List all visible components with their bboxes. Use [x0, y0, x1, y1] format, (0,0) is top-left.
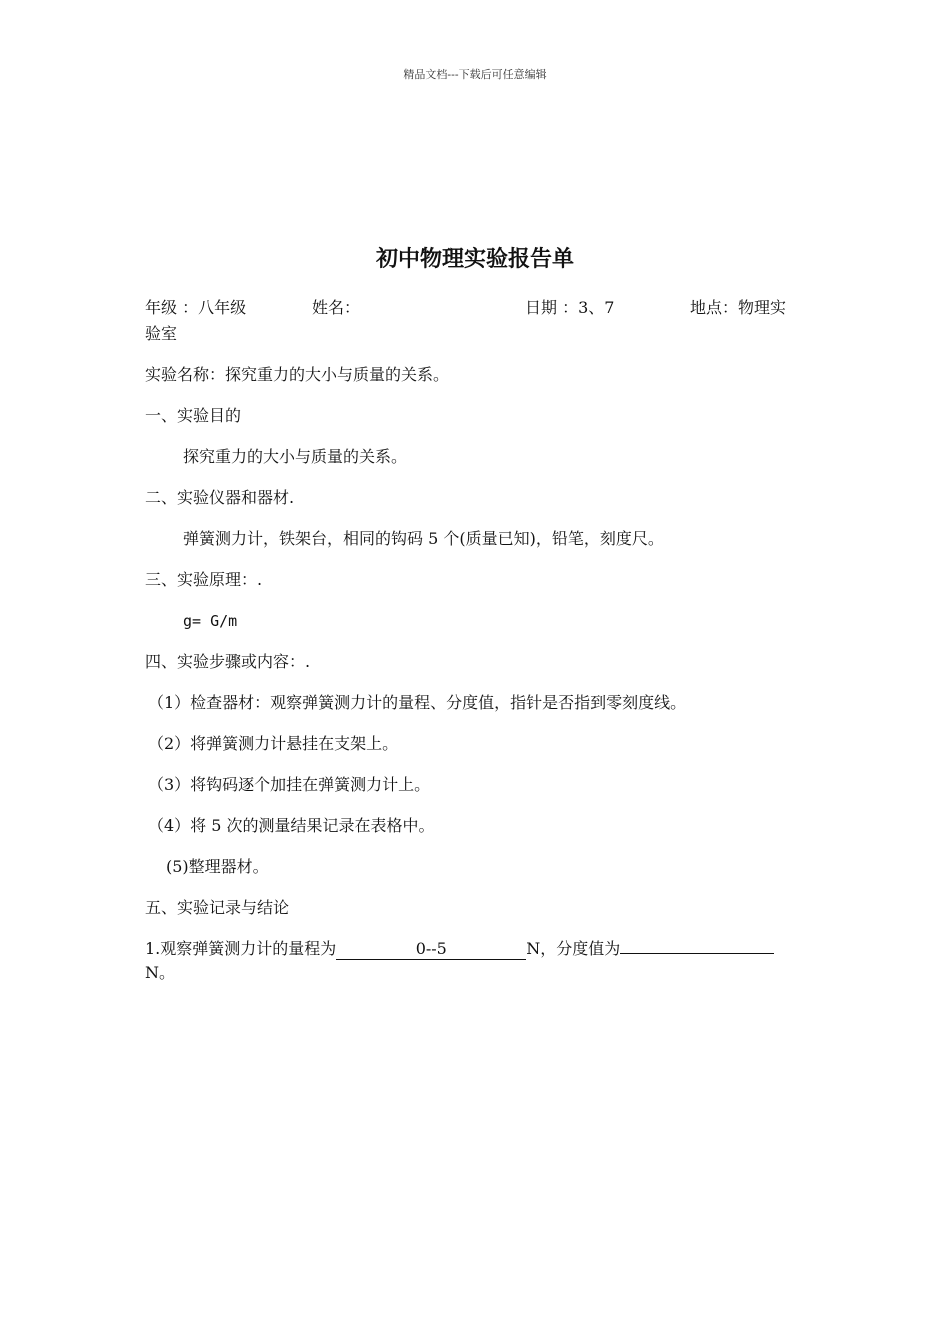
division-answer-field[interactable] [620, 953, 774, 954]
step-item: （4）将 5 次的测量结果记录在表格中。 [148, 816, 435, 835]
question-1-prefix: 1.观察弹簧测力计的量程为 [145, 939, 337, 958]
section-2-title: 二、实验仪器和器材. [145, 488, 295, 507]
info-row [145, 296, 825, 320]
section-3-title: 三、实验原理：. [145, 570, 263, 589]
date-label: 日期 ：3、7 [525, 298, 615, 317]
question-1 [145, 937, 774, 961]
question-1-mid: N，分度值为 [526, 939, 621, 958]
place-label-continued: 验室 [145, 324, 178, 343]
step-item: （1）检查器材：观察弹簧测力计的量程、分度值，指针是否指到零刻度线。 [148, 693, 687, 712]
name-label: 姓名： [312, 298, 361, 317]
page-title: 初中物理实验报告单 [375, 246, 574, 272]
section-1-title: 一、实验目的 [145, 406, 242, 425]
step-item: (5)整理器材。 [166, 857, 269, 876]
grade-label: 年级 ：八年级 [145, 298, 247, 317]
formula: g= G/m [183, 612, 238, 630]
step-item: （3）将钩码逐个加挂在弹簧测力计上。 [148, 775, 431, 794]
header-note: 精品文档---下载后可任意编辑 [403, 68, 547, 81]
experiment-name: 实验名称：探究重力的大小与质量的关系。 [145, 365, 450, 384]
section-2-body: 弹簧测力计，铁架台，相同的钩码 5 个(质量已知)，铅笔，刻度尺。 [183, 529, 664, 548]
section-1-body: 探究重力的大小与质量的关系。 [183, 447, 408, 466]
question-1-end: N。 [145, 963, 176, 982]
range-answer-field[interactable]: 0--5 [336, 939, 526, 960]
step-item: （2）将弹簧测力计悬挂在支架上。 [148, 734, 399, 753]
section-5-title: 五、实验记录与结论 [145, 898, 290, 917]
place-label: 地点：物理实 [690, 298, 787, 317]
section-4-title: 四、实验步骤或内容：. [145, 652, 311, 671]
